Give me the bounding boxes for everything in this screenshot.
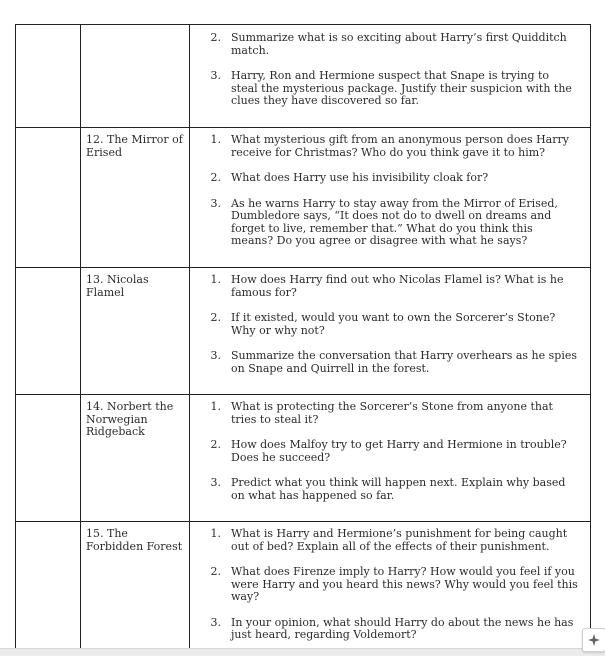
questions-cell (190, 268, 591, 395)
chapter-questions-table (15, 24, 591, 650)
question-number: 3. (210, 69, 221, 82)
question-text: How does Harry find out who Nicolas Flamel is? What is he famous for? (231, 273, 564, 299)
question-number: 2. (210, 565, 221, 578)
table-row (16, 128, 591, 268)
question-number: 1. (210, 400, 221, 413)
question-text: Summarize what is so exciting about Harry’s first Quidditch match. (231, 31, 567, 57)
horizontal-scrollbar[interactable] (0, 648, 605, 656)
question-list (190, 25, 590, 115)
question-number: 2. (210, 31, 221, 44)
explore-button[interactable] (582, 628, 605, 652)
sparkle-icon (588, 634, 600, 646)
question-item (190, 401, 578, 426)
question-item (190, 172, 578, 185)
question-number: 1. (210, 133, 221, 146)
question-item (190, 566, 578, 604)
question-item (190, 312, 578, 337)
question-list (190, 128, 590, 255)
question-item (190, 134, 578, 159)
chapter-title: 14. Norbert the Norwegian Ridgeback (86, 400, 174, 438)
table-row (16, 395, 591, 522)
question-text: As he warns Harry to stay away from the Mirror of Erised, Dumbledore says, “It does not do to dwell on dreams and forget to live, remember that.” What do you think this means? Do you agree or disagree with what he says? (231, 196, 558, 247)
question-number: 3. (210, 196, 221, 210)
question-number: 3. (210, 476, 221, 489)
question-item (190, 350, 578, 375)
question-text: How does Malfoy try to get Harry and Hermione in trouble? Does he succeed? (231, 438, 567, 464)
questions-cell (190, 25, 591, 128)
table-row (16, 522, 591, 650)
questions-cell (190, 128, 591, 268)
questions-cell (190, 522, 591, 650)
question-list (190, 395, 590, 509)
empty-cell (16, 128, 81, 268)
chapter-cell (81, 522, 190, 650)
chapter-cell (81, 395, 190, 522)
question-text: What is Harry and Hermione’s punishment for being caught out of bed? Explain all of the effects of their punishment. (231, 527, 568, 553)
question-text: Harry, Ron and Hermione suspect that Snape is trying to steal the mysterious package. Justify their suspicion with the clues they have discovered so far. (231, 69, 572, 107)
question-number: 2. (210, 171, 221, 184)
question-number: 1. (210, 273, 221, 286)
question-item (190, 274, 578, 299)
question-text: What does Firenze imply to Harry? How would you feel if you were Harry and you heard this news? Why would you feel this way? (231, 565, 578, 603)
question-item (190, 528, 578, 553)
question-item (190, 32, 578, 57)
chapter-cell (81, 128, 190, 268)
chapter-cell (81, 25, 190, 128)
question-item (190, 439, 578, 464)
question-item (190, 70, 578, 108)
empty-cell (16, 268, 81, 395)
question-text: Summarize the conversation that Harry overhears as he spies on Snape and Quirrell in the forest. (231, 349, 577, 375)
chapter-title: 15. The Forbidden Forest (86, 527, 183, 553)
chapter-title: 12. The Mirror of Erised (86, 133, 183, 159)
question-number: 3. (210, 615, 221, 629)
question-number: 3. (210, 349, 221, 362)
question-list (190, 268, 590, 382)
questions-cell (190, 395, 591, 522)
question-number: 2. (210, 311, 221, 324)
empty-cell (16, 522, 81, 650)
question-text: Predict what you think will happen next. Explain why based on what has happened so far. (231, 476, 566, 502)
empty-cell (16, 395, 81, 522)
question-number: 1. (210, 527, 221, 540)
question-item (190, 477, 578, 502)
chapter-cell (81, 268, 190, 395)
question-item (190, 617, 578, 642)
question-text: What is protecting the Sorcerer’s Stone from anyone that tries to steal it? (231, 400, 553, 426)
chapter-title (81, 25, 189, 31)
question-item (190, 198, 578, 248)
question-text: If it existed, would you want to own the Sorcerer’s Stone? Why or why not? (231, 311, 556, 337)
empty-cell (16, 25, 81, 128)
table-row (16, 268, 591, 395)
chapter-title: 13. Nicolas Flamel (86, 273, 149, 299)
table-row (16, 25, 591, 128)
question-text: What does Harry use his invisibility cloak for? (231, 171, 489, 184)
question-number: 2. (210, 438, 221, 451)
question-text: In your opinion, what should Harry do about the news he has just heard, regarding Voldemort? (231, 615, 574, 641)
question-list (190, 522, 590, 649)
question-text: What mysterious gift from an anonymous person does Harry receive for Christmas? Who do you think gave it to him? (231, 133, 569, 159)
